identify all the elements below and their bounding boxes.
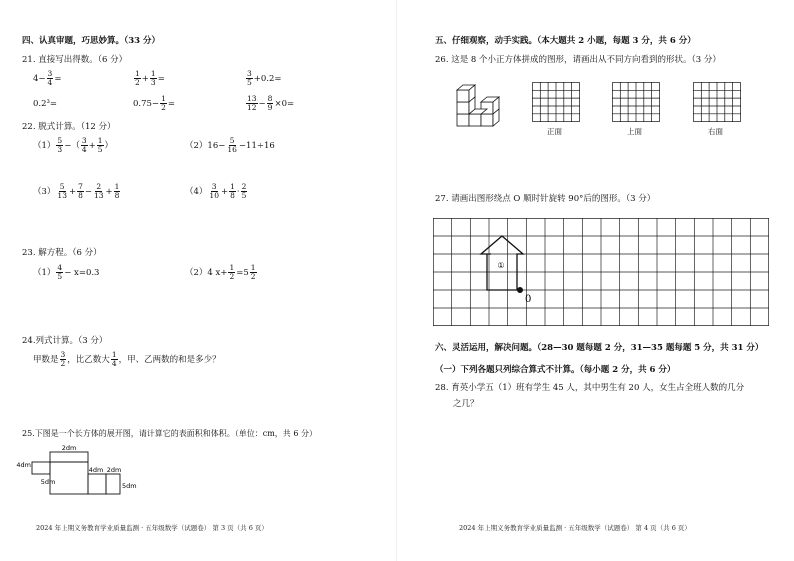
label-right-view: 右面 (708, 127, 723, 136)
page-4 (397, 0, 794, 561)
section6-title: 六、灵活运用，解决问题。（28—30 题每题 2 分，31—35 题每题 5 分，共 31 分） (435, 343, 764, 353)
label-front: 正面 (547, 127, 562, 136)
q21-d: 0.2³= (33, 99, 58, 109)
label-left: 4dm (16, 461, 31, 469)
label-o: 0 (525, 294, 532, 305)
q28-line1: 28. 育英小学五（1）班有学生 45 人，其中男生有 20 人，女生占全班人数的几分 (435, 383, 745, 393)
q23-p1: （1） $\frac{4}{5}$ − x=0.3 (33, 263, 100, 281)
q21-c: $\frac{3}{5}$ +0.2= (247, 69, 282, 87)
footer-page-4: 2024 年上期义务教育学业质量监测 · 五年级数学（试题卷） 第 4 页（共 6 页） (459, 524, 691, 532)
net-face-top (50, 452, 88, 462)
section4-title: 四、认真审题，巧思妙算。（33 分） (22, 36, 161, 46)
label-top: 2dm (61, 444, 77, 452)
q25-title: 25.下图是一个长方体的展开图，请计算它的表面积和体积。（单位：cm，共 6 分） (22, 429, 317, 438)
q21-a: 4− $\frac{3}{4}$ = (33, 69, 62, 87)
q21-e: 0.75− $\frac{1}{2}$ = (133, 94, 175, 112)
net-face-mid2 (106, 474, 120, 494)
grid-top-view (612, 82, 660, 122)
net-face-front (50, 462, 88, 494)
label-bottom: 5dm (40, 478, 56, 486)
rotation-center-point (517, 287, 523, 293)
q21-f: $\frac{13}{12}$ − $\frac{8}{9}$ ×0= (247, 94, 295, 112)
net-face-mid1 (88, 474, 106, 494)
q24-text: 甲数是 $\frac{3}{2}$ ，比乙数大 $\frac{1}{4}$ ，甲、乙两数的和是多少？ (33, 350, 221, 368)
label-circle-1: ① (497, 261, 505, 270)
q23-title: 23. 解方程。（6 分） (22, 248, 102, 258)
label-right: 5dm (122, 482, 137, 490)
q28-line2: 之几？ (453, 399, 479, 409)
cuboid-net-diagram (16, 440, 152, 505)
label-mid2: 2dm (106, 466, 122, 474)
q22-p4: （4） $\frac{3}{10}$ + $\frac{1}{8}$ · $\frac{2}{5}$ (185, 182, 247, 200)
footer-page-3: 2024 年上期义务教育学业质量监测 · 五年级数学（试题卷） 第 3 页（共 6 页） (36, 524, 268, 532)
grid-right-view (693, 82, 741, 122)
q22-p1: （1） $\frac{5}{3}$ −（ $\frac{3}{4}$ + $\frac{1}{5}$ ） (33, 136, 114, 154)
q21-title: 21. 直接写出得数。（6 分） (22, 55, 128, 65)
label-top-view: 上面 (627, 127, 642, 136)
q21-b: $\frac{1}{2}$ + $\frac{1}{3}$ = (135, 69, 165, 87)
label-mid1: 4dm (88, 466, 104, 474)
section5-title: 五、仔细观察，动手实践。（本大题共 2 小题，每题 3 分，共 6 分） (435, 36, 696, 46)
rotation-grid (433, 218, 769, 326)
cubes-figure (455, 82, 515, 132)
grid-front-view (532, 82, 580, 122)
q22-title: 22. 脱式计算。（12 分） (22, 122, 116, 132)
q26-title: 26. 这是 8 个小正方体拼成的图形，请画出从不同方向看到的形状。（3 分） (435, 55, 721, 65)
q23-p2: （2）4 x+ $\frac{1}{2}$ =5 $\frac{1}{2}$ (185, 263, 256, 281)
sub1-title: （一）下列各题只列综合算式不计算。（每小题 2 分，共 6 分） (435, 365, 676, 375)
q22-p2: （2）16− $\frac{5}{16}$ −11÷16 (185, 136, 275, 154)
net-face-left-small (32, 462, 50, 474)
q24-title: 24.列式计算。（3 分） (22, 336, 108, 346)
q22-p3: （3） $\frac{5}{13}$ + $\frac{7}{8}$ − $\frac{2}{13}$ + $\frac{1}{8}$ (33, 182, 120, 200)
q27-title: 27. 请画出图形绕点 O 顺时针旋转 90°后的图形。（3 分） (435, 194, 656, 204)
